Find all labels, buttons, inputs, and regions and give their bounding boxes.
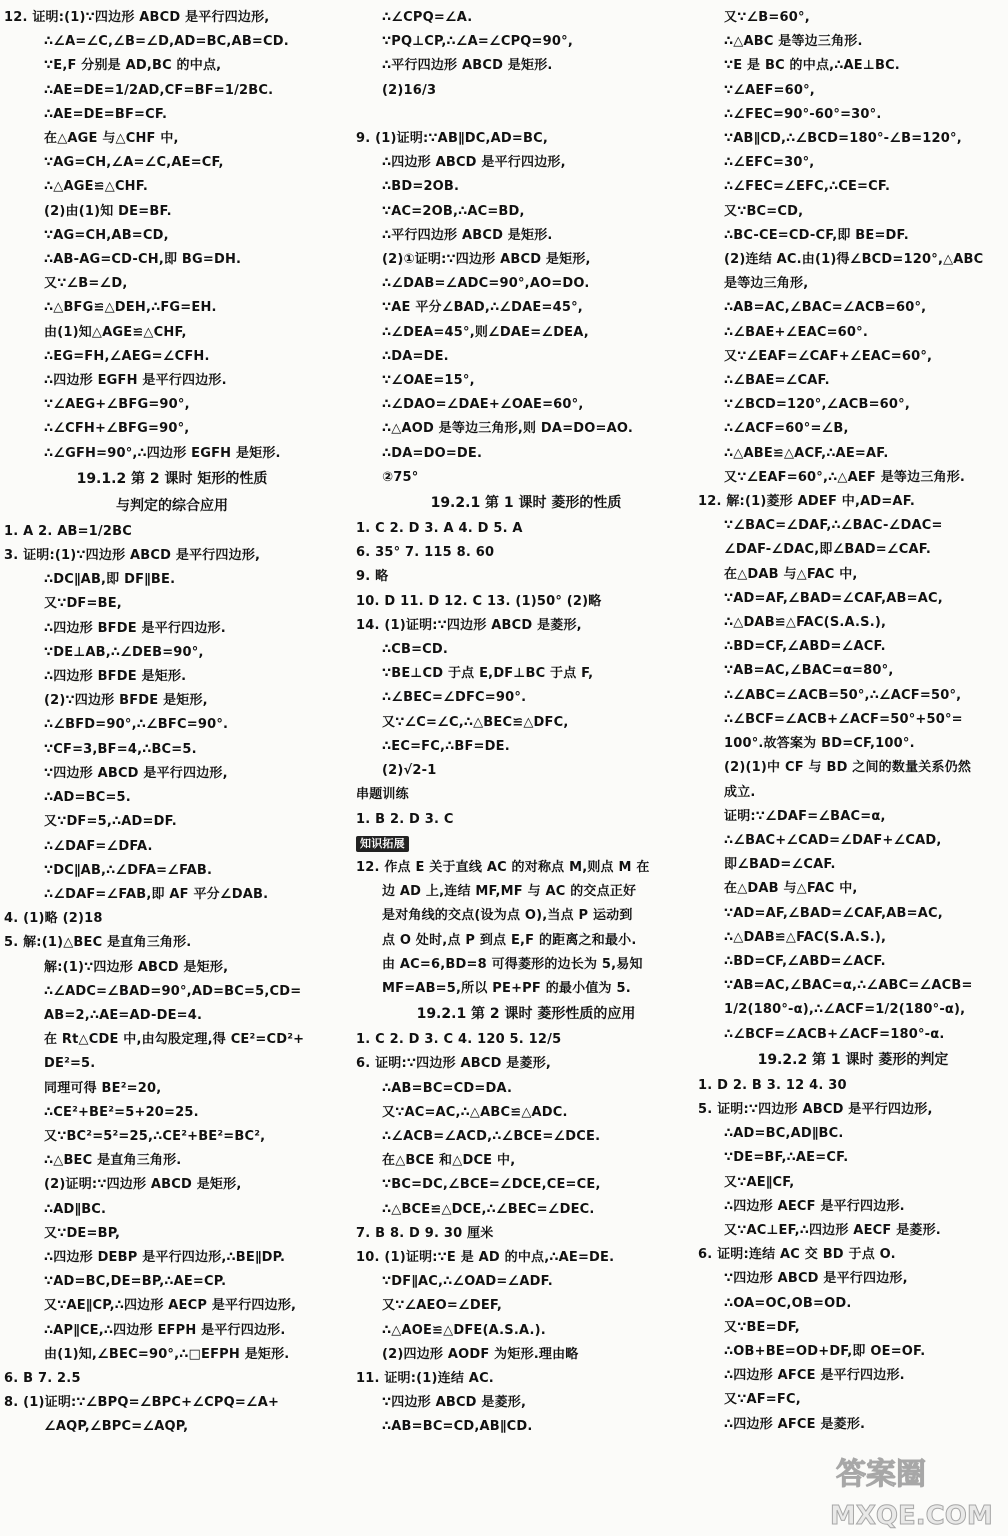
answer-line: ∴∠BCF=∠ACB+∠ACF=50°+50°= xyxy=(724,711,963,727)
answer-line: 9. (1)证明:∵AB∥DC,AD=BC, xyxy=(356,131,548,147)
answer-line: ∴四边形 AECF 是平行四边形. xyxy=(724,1198,905,1214)
answer-line: ∴AD∥BC. xyxy=(44,1201,107,1217)
answer-line: (2)√2-1 xyxy=(382,763,437,779)
answer-line: ∴EG=FH,∠AEG=∠CFH. xyxy=(44,348,210,364)
answer-line: (2)(1)中 CF 与 BD 之间的数量关系仍然 xyxy=(724,760,972,776)
answer-line: ∵四边形 ABCD 是菱形, xyxy=(382,1395,527,1411)
answer-line: ∵∠AEF=60°, xyxy=(724,82,815,98)
answer-line: ∴∠ABC=∠ACB=50°,∴∠ACF=50°, xyxy=(724,687,962,703)
answer-line: 12. 证明:(1)∵四边形 ABCD 是平行四边形, xyxy=(4,10,270,25)
answer-line: ∵BC=DC,∠BCE=∠DCE,CE=CE, xyxy=(382,1177,601,1193)
answer-line: ∴∠ADC=∠BAD=90°,AD=BC=5,CD= xyxy=(44,983,302,999)
answer-line: ∵AG=CH,AB=CD, xyxy=(44,227,169,243)
answer-line: ∴△DAB≌△FAC(S.A.S.), xyxy=(724,615,887,631)
answer-line: 又∵∠B=60°, xyxy=(724,10,810,25)
answer-line: 12. 作点 E 关于直线 AC 的对称点 M,则点 M 在 xyxy=(356,859,650,875)
answer-line: ∴CB=CD. xyxy=(382,642,449,658)
answer-line: ∵AD=AF,∠BAD=∠CAF,AB=AC, xyxy=(724,905,943,921)
answer-line: 1. B 2. D 3. C xyxy=(356,811,454,827)
answer-line: ∴四边形 BFDE 是平行四边形. xyxy=(44,620,226,636)
answer-line: ∴∠CFH+∠BFG=90°, xyxy=(44,421,190,437)
answer-line: ∵PQ⊥CP,∴∠A=∠CPQ=90°, xyxy=(382,34,573,50)
answer-line: ∴AE=DE=BF=CF. xyxy=(44,106,168,122)
answer-line: ∵∠AEG+∠BFG=90°, xyxy=(44,397,190,413)
answer-line: ∴四边形 EGFH 是平行四边形. xyxy=(44,373,227,389)
answer-line: ∵AB=AC,∠BAC=α,∴∠ABC=∠ACB= xyxy=(724,978,973,994)
extension-badge: 知识拓展 xyxy=(356,836,409,852)
answer-line: ∴AD=BC,AD∥BC. xyxy=(724,1126,844,1142)
watermark-line-1: 答案圈 xyxy=(836,1457,926,1492)
answer-line: 3. 证明:(1)∵四边形 ABCD 是平行四边形, xyxy=(4,548,261,564)
answer-line: ∴CE²+BE²=5+20=25. xyxy=(44,1104,199,1120)
answer-line: 10. (1)证明:∵E 是 AD 的中点,∴AE=DE. xyxy=(356,1249,615,1265)
answer-line: ∴DC∥AB,即 DF∥BE. xyxy=(44,572,176,588)
answer-line: 6. B 7. 2.5 xyxy=(4,1370,81,1386)
answer-line: 由 AC=6,BD=8 可得菱形的边长为 5,易知 xyxy=(382,956,643,972)
answer-line: ∴∠GFH=90°,∴四边形 EGFH 是矩形. xyxy=(44,445,281,461)
answer-line: 4. (1)略 (2)18 xyxy=(4,911,103,927)
answer-line: ∠AQP,∠BPC=∠AQP, xyxy=(44,1419,189,1435)
answer-line: 又∵AE∥CP,∴四边形 AECP 是平行四边形, xyxy=(44,1298,297,1314)
answer-line: 5. 证明:∵四边形 ABCD 是平行四边形, xyxy=(698,1101,933,1117)
answer-line: ∵四边形 ABCD 是平行四边形, xyxy=(44,765,228,781)
answer-line: ∴∠FEC=∠EFC,∴CE=CF. xyxy=(724,179,891,195)
answer-line: ∵四边形 ABCD 是平行四边形, xyxy=(724,1271,908,1287)
answer-line: ∴平行四边形 ABCD 是矩形. xyxy=(382,58,553,74)
answer-line: 在 Rt△CDE 中,由勾股定理,得 CE²=CD²+ xyxy=(44,1032,305,1048)
answer-line: (2)四边形 AODF 为矩形.理由略 xyxy=(382,1346,579,1362)
answer-line: 又∵AF=FC, xyxy=(724,1392,801,1408)
section-heading: 19.2.2 第 1 课时 菱形的判定 xyxy=(757,1051,949,1068)
answer-line: ∴AE=DE=1/2AD,CF=BF=1/2BC. xyxy=(44,82,274,98)
answer-line: DE²=5. xyxy=(44,1056,96,1072)
answer-line: 又∵∠B=∠D, xyxy=(44,276,128,292)
answer-line: ∴∠DEA=45°,则∠DAE=∠DEA, xyxy=(382,324,589,340)
section-heading: 19.2.1 第 1 课时 菱形的性质 xyxy=(430,495,622,512)
answer-line: 14. (1)证明:∵四边形 ABCD 是菱形, xyxy=(356,617,582,633)
answer-line: 又∵AE∥CF, xyxy=(724,1174,795,1190)
answer-line: ∴BC-CE=CD-CF,即 BE=DF. xyxy=(724,227,909,243)
answer-line: ∵E 是 BC 的中点,∴AE⊥BC. xyxy=(724,58,900,74)
site-watermark-logo xyxy=(826,1448,1002,1532)
answer-line: 是对角线的交点(设为点 O),当点 P 运动到 xyxy=(382,908,633,924)
answer-line: 由(1)知△AGE≌△CHF, xyxy=(44,324,187,340)
answer-line: 1. A 2. AB=1/2BC xyxy=(4,523,132,539)
answer-line: ∴△AOE≌△DFE(A.S.A.). xyxy=(382,1322,546,1338)
answer-line: 6. 证明:∵四边形 ABCD 是菱形, xyxy=(356,1056,552,1072)
answer-line: ∴∠ACF=60°=∠B, xyxy=(724,421,849,437)
answer-line: ∴∠BCF=∠ACB+∠ACF=180°-α. xyxy=(724,1026,945,1042)
answer-line: ∴EC=FC,∴BF=DE. xyxy=(382,738,510,754)
answer-line: 解:(1)∵四边形 ABCD 是矩形, xyxy=(44,959,229,975)
answer-line: 1. D 2. B 3. 12 4. 30 xyxy=(698,1077,847,1093)
answer-line: 在△BCE 和△DCE 中, xyxy=(382,1153,516,1169)
answer-line: ∴∠ACB=∠ACD,∴∠BCE=∠DCE. xyxy=(382,1128,601,1144)
answer-line: ∴∠DAF=∠FAB,即 AF 平分∠DAB. xyxy=(44,886,269,902)
answer-line: ∴∠BFD=90°,∴∠BFC=90°. xyxy=(44,717,229,733)
subsection-title: 串题训练 xyxy=(356,787,409,803)
answer-line: ∴△BFG≌△DEH,∴FG=EH. xyxy=(44,300,217,316)
answer-line: 又∵∠EAF=60°,∴△AEF 是等边三角形. xyxy=(724,469,966,485)
answer-line: 又∵∠AEO=∠DEF, xyxy=(382,1298,503,1314)
answer-column-right xyxy=(698,6,1008,1437)
section-heading: 19.2.1 第 2 课时 菱形性质的应用 xyxy=(416,1006,636,1023)
answer-line: ∴∠BEC=∠DFC=90°. xyxy=(382,690,527,706)
answer-line: ∴∠EFC=30°, xyxy=(724,155,815,171)
answer-line: ∴∠BAC+∠CAD=∠DAF+∠CAD, xyxy=(724,832,942,848)
answer-line: 12. 解:(1)菱形 ADEF 中,AD=AF. xyxy=(698,494,915,510)
answer-line: 5. 解:(1)△BEC 是直角三角形. xyxy=(4,935,192,951)
answer-line: (2)16/3 xyxy=(382,82,437,98)
answer-line: ∴四边形 AFCE 是平行四边形. xyxy=(724,1368,905,1384)
answer-line: ∵∠BAC=∠DAF,∴∠BAC-∠DAC= xyxy=(724,518,943,534)
answer-line: ∴四边形 AFCE 是菱形. xyxy=(724,1416,866,1432)
answer-line: ∴AB-AG=CD-CH,即 BG=DH. xyxy=(44,252,242,268)
answer-line: ∵DE=BF,∴AE=CF. xyxy=(724,1150,849,1166)
answer-line: 7. B 8. D 9. 30 厘米 xyxy=(356,1225,494,1241)
answer-line: 8. (1)证明:∵∠BPQ=∠BPC+∠CPQ=∠A+ xyxy=(4,1395,280,1411)
answer-line: ∵CF=3,BF=4,∴BC=5. xyxy=(44,741,197,757)
answer-line: ②75° xyxy=(382,469,419,485)
answer-line: ∵AE 平分∠BAD,∴∠DAE=45°, xyxy=(382,300,583,316)
answer-line: 边 AD 上,连结 MF,MF 与 AC 的交点正好 xyxy=(382,884,637,900)
badge-line xyxy=(356,832,696,856)
answer-line: ∴AB=BC=CD,AB∥CD. xyxy=(382,1419,533,1435)
answer-line: ∴△ABC 是等边三角形. xyxy=(724,34,863,50)
answer-line: 又∵BC²=5²=25,∴CE²+BE²=BC², xyxy=(44,1128,266,1144)
answer-line: ∴△AOD 是等边三角形,则 DA=DO=AO. xyxy=(382,421,633,437)
answer-line: ∵E,F 分别是 AD,BC 的中点, xyxy=(44,58,222,74)
answer-line: 6. 35° 7. 115 8. 60 xyxy=(356,545,495,561)
answer-line: ∴∠DAF=∠DFA. xyxy=(44,838,153,854)
answer-line: 1/2(180°-α),∴∠ACF=1/2(180°-α), xyxy=(724,1002,966,1018)
answer-line: ∵AD=AF,∠BAD=∠CAF,AB=AC, xyxy=(724,590,943,606)
answer-line: ∴四边形 ABCD 是平行四边形, xyxy=(382,155,566,171)
answer-line: ∴DA=DO=DE. xyxy=(382,445,483,461)
answer-line: 1. C 2. D 3. C 4. 120 5. 12/5 xyxy=(356,1032,562,1048)
answer-line: ∴△DAB≌△FAC(S.A.S.), xyxy=(724,929,887,945)
answer-line: ∵BE⊥CD 于点 E,DF⊥BC 于点 F, xyxy=(382,666,594,682)
answer-line: (2)由(1)知 DE=BF. xyxy=(44,203,172,219)
answer-line: ∴DA=DE. xyxy=(382,348,449,364)
answer-line: ∵DC∥AB,∴∠DFA=∠FAB. xyxy=(44,862,213,878)
answer-line: ∴BD=CF,∠ABD=∠ACF. xyxy=(724,639,886,655)
answer-line: ∴△BEC 是直角三角形. xyxy=(44,1153,182,1169)
answer-line: ∵AG=CH,∠A=∠C,AE=CF, xyxy=(44,155,224,171)
answer-line: 9. 略 xyxy=(356,569,389,585)
answer-line: MF=AB=5,所以 PE+PF 的最小值为 5. xyxy=(382,980,631,996)
answer-line: ∵∠OAE=15°, xyxy=(382,373,475,389)
answer-column-left xyxy=(4,6,340,1440)
answer-line xyxy=(356,103,696,127)
answer-line: ∴△AGE≌△CHF. xyxy=(44,179,149,195)
answer-line: ∴∠BAE=∠CAF. xyxy=(724,373,830,389)
answer-line: 又∵BE=DF, xyxy=(724,1319,800,1335)
watermark-line-2: MXQE.COM xyxy=(830,1501,993,1531)
answer-line: ∴∠BAE+∠EAC=60°. xyxy=(724,324,869,340)
answer-line: AB=2,∴AE=AD-DE=4. xyxy=(44,1007,203,1023)
answer-line: 在△DAB 与△FAC 中, xyxy=(724,881,858,897)
answer-line: ∴平行四边形 ABCD 是矩形. xyxy=(382,227,553,243)
answer-line: 在△DAB 与△FAC 中, xyxy=(724,566,858,582)
answer-line: 11. 证明:(1)连结 AC. xyxy=(356,1370,494,1386)
answer-line: 又∵DE=BP, xyxy=(44,1225,121,1241)
answer-line: (2)∵四边形 BFDE 是矩形, xyxy=(44,693,208,709)
answer-line: ∵∠BCD=120°,∠ACB=60°, xyxy=(724,397,910,413)
answer-line: ∴四边形 DEBP 是平行四边形,∴BE∥DP. xyxy=(44,1249,286,1265)
answer-line: ∴∠FEC=90°-60°=30°. xyxy=(724,106,882,122)
answer-line: ∴AP∥CE,∴四边形 EFPH 是平行四边形. xyxy=(44,1322,286,1338)
answer-line: ∴OB+BE=OD+DF,即 OE=OF. xyxy=(724,1343,926,1359)
answer-line: (2)证明:∵四边形 ABCD 是矩形, xyxy=(44,1177,242,1193)
answer-column-middle xyxy=(356,6,696,1440)
answer-line: ∴AB=BC=CD=DA. xyxy=(382,1080,513,1096)
answer-line: 证明:∵∠DAF=∠BAC=α, xyxy=(724,808,886,824)
answer-line: ∵DE⊥AB,∴∠DEB=90°, xyxy=(44,644,204,660)
answer-line: 在△AGE 与△CHF 中, xyxy=(44,131,179,147)
answer-line: ∵AD=BC,DE=BP,∴AE=CP. xyxy=(44,1274,227,1290)
answer-line: ∴∠DAB=∠ADC=90°,AO=DO. xyxy=(382,276,590,292)
answer-line: 同理可得 BE²=20, xyxy=(44,1080,162,1096)
answer-line: 成立. xyxy=(724,784,756,800)
answer-line: 10. D 11. D 12. C 13. (1)50° (2)略 xyxy=(356,593,602,609)
answer-line: ∵AC=2OB,∴AC=BD, xyxy=(382,203,525,219)
answer-line: ∴BD=2OB. xyxy=(382,179,460,195)
answer-line: 又∵DF=5,∴AD=DF. xyxy=(44,814,177,830)
answer-line: (2)①证明:∵四边形 ABCD 是矩形, xyxy=(382,252,591,268)
section-heading: 与判定的综合应用 xyxy=(116,497,228,514)
answer-line: ∴AD=BC=5. xyxy=(44,790,131,806)
answer-line: ∴OA=OC,OB=OD. xyxy=(724,1295,852,1311)
answer-line: 即∠BAD=∠CAF. xyxy=(724,857,836,873)
answer-line: ∵AB=AC,∠BAC=α=80°, xyxy=(724,663,894,679)
answer-line: 由(1)知,∠BEC=90°,∴□EFPH 是矩形. xyxy=(44,1346,290,1362)
answer-line: 又∵AC=AC,∴△ABC≌△ADC. xyxy=(382,1104,568,1120)
answer-line: 点 O 处时,点 P 到点 E,F 的距离之和最小. xyxy=(382,932,637,948)
answer-line: ∴∠DAO=∠DAE+∠OAE=60°, xyxy=(382,397,584,413)
answer-line: 又∵BC=CD, xyxy=(724,203,804,219)
answer-line: 是等边三角形, xyxy=(724,276,809,292)
answer-line: 又∵AC⊥EF,∴四边形 AECF 是菱形. xyxy=(724,1222,941,1238)
answer-line: ∴∠CPQ=∠A. xyxy=(382,10,473,25)
answer-line: ∴BD=CF,∠ABD=∠ACF. xyxy=(724,953,886,969)
answer-line: 100°.故答案为 BD=CF,100°. xyxy=(724,736,915,752)
section-heading: 19.1.2 第 2 课时 矩形的性质 xyxy=(76,470,268,487)
answer-line: ∠DAF-∠DAC,即∠BAD=∠CAF. xyxy=(724,542,932,558)
answer-line: ∵DF∥AC,∴∠OAD=∠ADF. xyxy=(382,1274,553,1290)
answer-line: ∵AB∥CD,∴∠BCD=180°-∠B=120°, xyxy=(724,131,962,147)
answer-line: 又∵∠EAF=∠CAF+∠EAC=60°, xyxy=(724,348,933,364)
answer-line: 又∵DF=BE, xyxy=(44,596,122,612)
answer-line: ∴△BCE≌△DCE,∴∠BEC=∠DEC. xyxy=(382,1201,595,1217)
answer-line: ∴四边形 BFDE 是矩形. xyxy=(44,669,187,685)
answer-line: 又∵∠C=∠C,∴△BEC≌△DFC, xyxy=(382,714,569,730)
answer-line: ∴AB=AC,∠BAC=∠ACB=60°, xyxy=(724,300,927,316)
answer-line: (2)连结 AC.由(1)得∠BCD=120°,△ABC xyxy=(724,252,984,268)
answer-line: ∴△ABE≌△ACF,∴AE=AF. xyxy=(724,445,889,461)
answer-line: ∴∠A=∠C,∠B=∠D,AD=BC,AB=CD. xyxy=(44,34,289,50)
answer-line: 6. 证明:连结 AC 交 BD 于点 O. xyxy=(698,1247,896,1263)
answer-line: 1. C 2. D 3. A 4. D 5. A xyxy=(356,521,523,537)
